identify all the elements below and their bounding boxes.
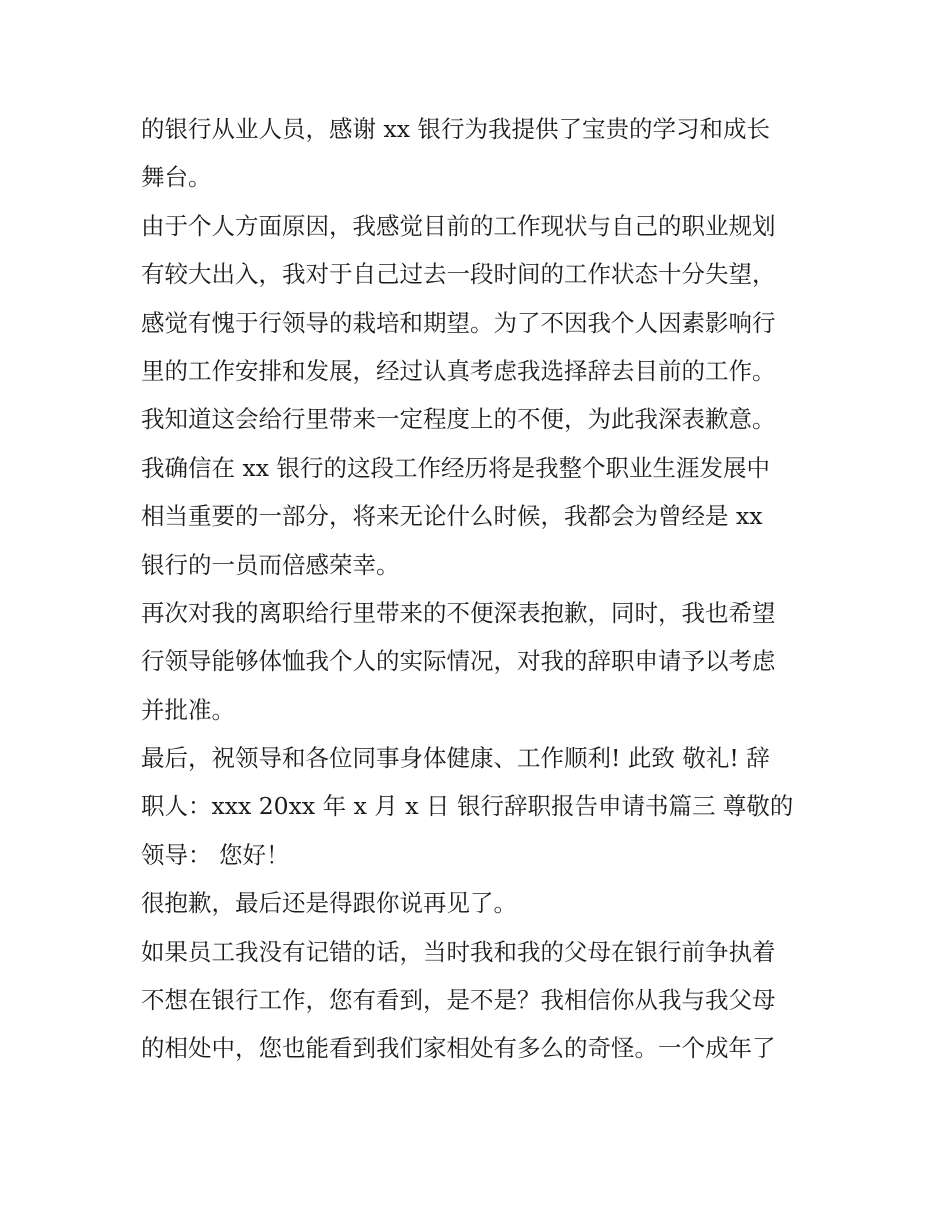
text-line: 领导： 您好！ — [141, 840, 290, 869]
text-line: 银行的一员而倍感荣幸。 — [141, 550, 400, 579]
text-line: 很抱歉，最后还是得跟你说再见了。 — [141, 889, 517, 918]
text-line: 由于个人方面原因，我感觉目前的工作现状与自己的职业规划 — [141, 211, 776, 240]
text-line: 有较大出入，我对于自己过去一段时间的工作状态十分失望， — [141, 260, 776, 289]
text-line: 再次对我的离职给行里带来的不便深表抱歉，同时，我也希望 — [141, 598, 776, 627]
text-line: 行领导能够体恤我个人的实际情况，对我的辞职申请予以考虑 — [141, 647, 776, 676]
text-line: 感觉有愧于行领导的栽培和期望。为了不因我个人因素影响行 — [141, 308, 776, 337]
text-line: 并批准。 — [141, 695, 235, 724]
text-line: 如果员工我没有记错的话，当时我和我的父母在银行前争执着 — [141, 937, 776, 966]
text-line: 相当重要的一部分，将来无论什么时候，我都会为曾经是 xx — [141, 502, 763, 531]
document-body — [141, 105, 821, 1073]
text-line: 不想在银行工作，您有看到，是不是？我相信你从我与我父母 — [141, 986, 776, 1015]
text-line: 职人：xxx 20xx 年 x 月 x 日 银行辞职报告申请书篇三 尊敬的 — [141, 792, 794, 821]
text-line: 的相处中，您也能看到我们家相处有多么的奇怪。一个成年了 — [141, 1034, 776, 1063]
text-line: 的银行从业人员，感谢 xx 银行为我提供了宝贵的学习和成长 — [141, 115, 770, 143]
text-line: 最后，祝领导和各位同事身体健康、工作顺利! 此致 敬礼! 辞 — [141, 744, 770, 773]
text-line: 我确信在 xx 银行的这段工作经历将是我整个职业生涯发展中 — [141, 453, 770, 482]
text-line: 我知道这会给行里带来一定程度上的不便，为此我深表歉意。 — [141, 405, 776, 434]
text-line: 里的工作安排和发展，经过认真考虑我选择辞去目前的工作。 — [141, 356, 776, 385]
text-line: 舞台。 — [141, 163, 212, 192]
